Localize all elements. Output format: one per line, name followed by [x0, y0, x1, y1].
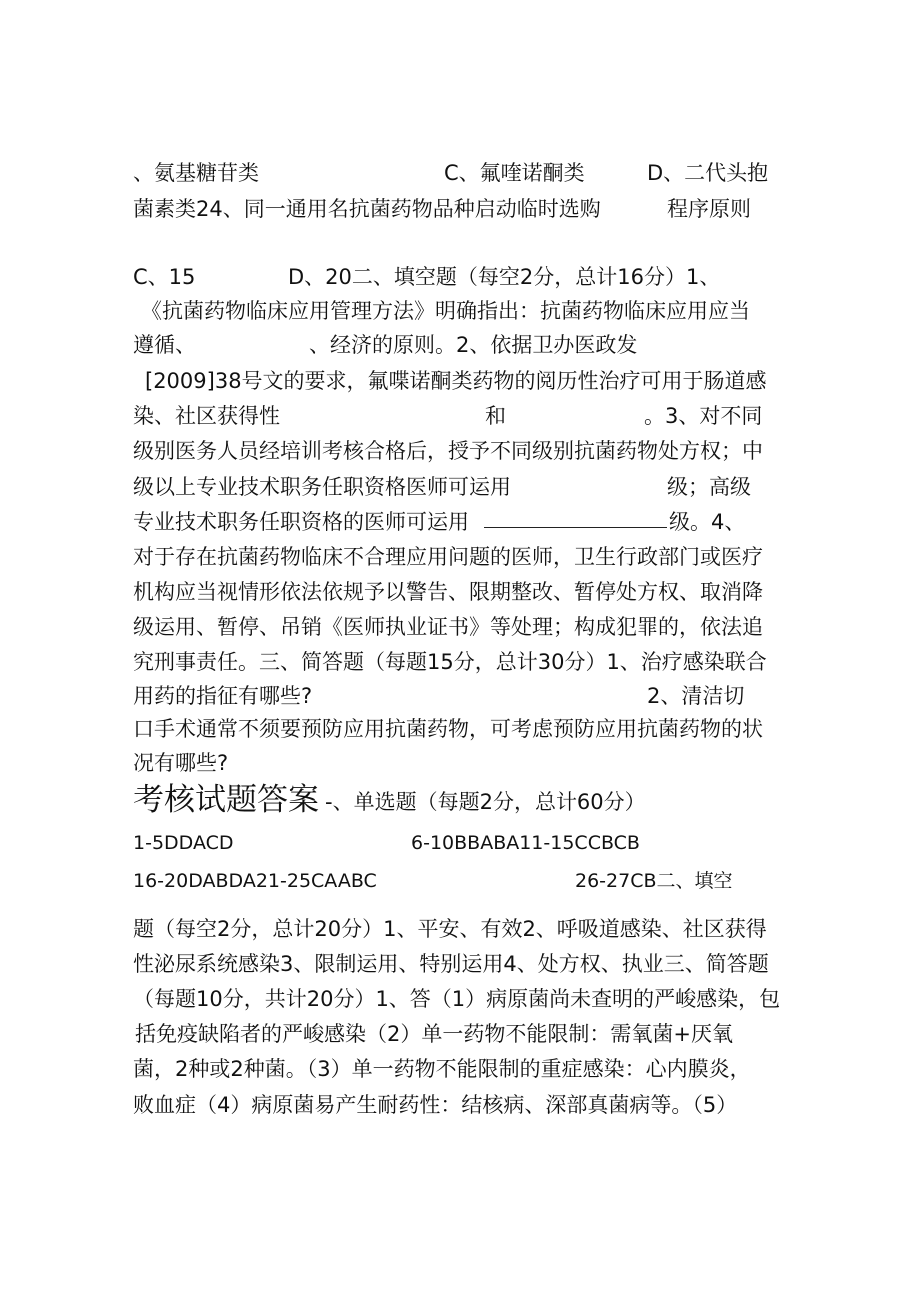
option-c: C、氟喹诺酮类 [444, 161, 585, 185]
answers-6-15: 6-10BBABA11-15CCBCB [411, 832, 640, 854]
text-line-23: （每题10分，共计20分）1、答（1）病原菌尚未查明的严峻感染，包 [133, 987, 781, 1011]
text-line-8: 级别医务人员经培训考核合格后，授予不同级别抗菌药物处方权；中 [133, 439, 763, 463]
fill-text: 级以上专业技术职务任职资格医师可运用 [133, 475, 511, 499]
option-d: D、二代头抱 [647, 161, 769, 185]
section-2-heading: D、20二、填空题（每空2分，总计16分）1、 [288, 265, 721, 289]
question-2: 2、清洁切 [647, 684, 745, 708]
text-line-11: 对于存在抗菌药物临床不合理应用问题的医师，卫生行政部门或医疗 [133, 545, 763, 569]
text-line-21: 题（每空2分，总计20分）1、平安、有效2、呼吸道感染、社区获得 [133, 917, 767, 941]
text-line-13: 级运用、暂停、吊销《医师执业证书》等处理；构成犯罪的，依法追 [133, 615, 763, 639]
answers-section-1: -、单选题（每题2分，总计60分） [325, 790, 646, 814]
option-c-15: C、15 [133, 265, 196, 289]
text-line-12: 机构应当视情形依法依规予以警告、限期整改、暂停处方权、取消降 [133, 580, 763, 604]
option-b: 、氨基糖苷类 [133, 161, 259, 185]
answers-1-5: 1-5DDACD [133, 832, 234, 854]
text-line-25: 菌，2种或2种菌。（3）单一药物不能限制的重症感染：心内膜炎， [133, 1057, 751, 1081]
text-line-6: [2009]38号文的要求，氟喋诺酮类药物的阅历性治疗可用于肠道感 [145, 369, 767, 393]
fill-text: 遵循、 [133, 333, 196, 357]
question-24-tail: 程序原则 [667, 197, 751, 221]
fill-text-and: 和 [485, 404, 506, 428]
text-line-26: 败血症（4）病原菌易产生耐药性：结核病、深部真菌病等。（5） [133, 1093, 738, 1117]
text-line-14: 究刑事责任。三、简答题（每题15分，总计30分）1、治疗感染联合 [133, 650, 767, 674]
answers-16-25: 16-20DABDA21-25CAABC [133, 870, 377, 892]
fill-text-tail: 级。4、 [669, 510, 746, 534]
fill-text-tail: 。3、对不同 [644, 404, 763, 428]
text-line-17: 况有哪些? [133, 751, 229, 775]
fill-text-tail: 、经济的原则。2、依据卫办医政发 [309, 333, 638, 357]
fill-text-tail: 级；高级 [667, 475, 751, 499]
text-line-16: 口手术通常不须要预防应用抗菌药物，可考虑预防应用抗菌药物的状 [133, 717, 763, 741]
question-24: 菌素类24、同一通用名抗菌药物品种启动临时选购 [133, 197, 601, 221]
question-1: 用药的指征有哪些? [133, 684, 313, 708]
fill-text: 染、社区获得性 [133, 404, 280, 428]
text-line-4: 《抗菌药物临床应用管理方法》明确指出：抗菌药物临床应用应当 [141, 299, 750, 323]
text-line-22: 性泌尿系统感染3、限制运用、特别运用4、处方权、执业三、简答题 [133, 952, 769, 976]
answers-26-27: 26-27CB二、填空 [575, 870, 733, 892]
answers-title: 考核试题答案 [133, 782, 319, 818]
fill-text: 专业技术职务任职资格的医师可运用 [133, 510, 469, 534]
text-line-24: 括免疫缺陷者的严峻感染（2）单一药物不能限制：需氧菌+厌氧 [135, 1022, 733, 1046]
blank-line [484, 507, 667, 534]
